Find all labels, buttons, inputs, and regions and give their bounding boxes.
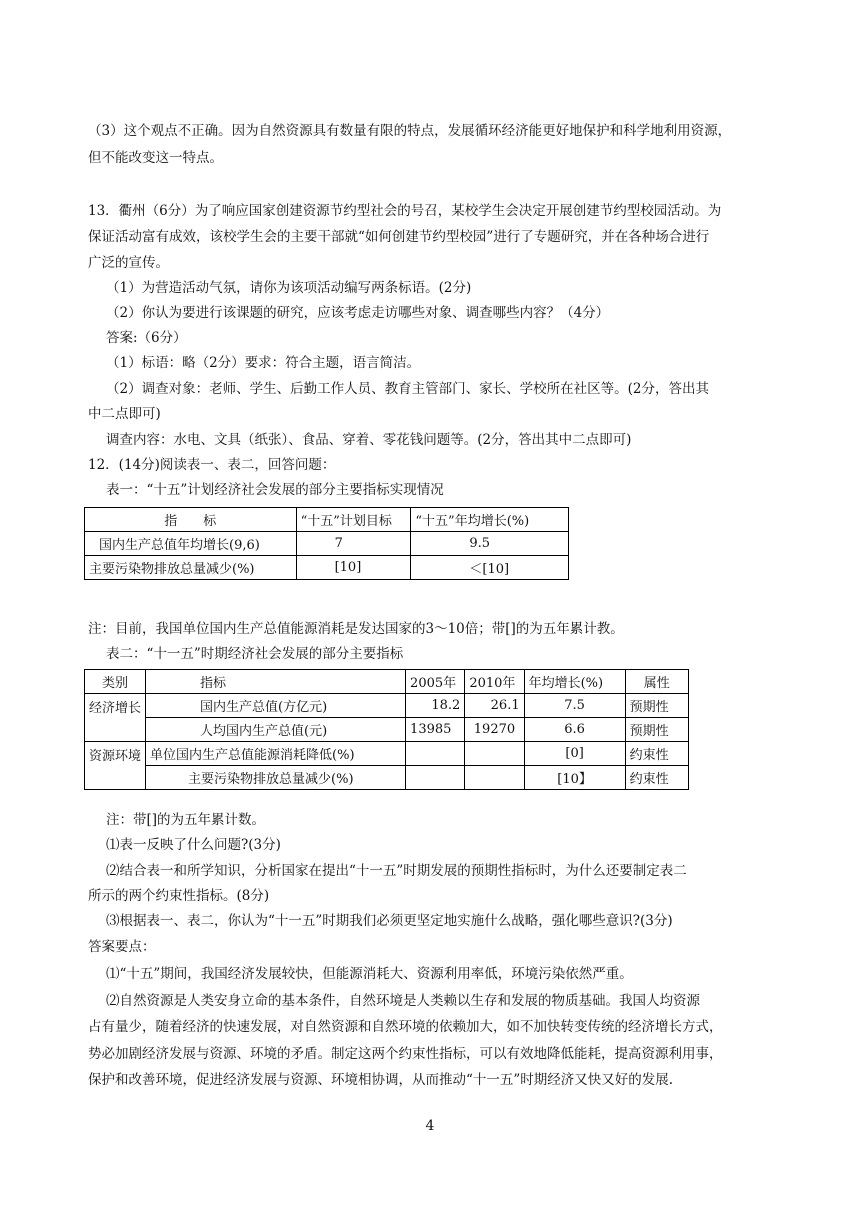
table-header-cell: “十五”年均增长(%) xyxy=(411,508,569,532)
text-line: 调查内容：水电、文具（纸张）、食品、穿着、零花钱问题等。(2分，答出其中二点即可) xyxy=(106,432,632,448)
table-cell xyxy=(406,742,465,766)
table-header-cell: 类别 xyxy=(85,670,146,694)
table-header-cell: 年均增长(%) xyxy=(524,670,625,694)
text-line: 但不能改变这一特点。 xyxy=(88,150,223,166)
table-cell: 26.1 xyxy=(465,694,524,718)
question-heading: 12．(14分)阅读表一、表二，回答问题： xyxy=(88,457,336,473)
table-row xyxy=(85,508,569,532)
table-cell: [10] xyxy=(296,556,411,580)
table-cell: 13985 xyxy=(406,718,465,742)
text-line: ⑵结合表一和所学知识，分析国家在提出“十一五”时期发展的预期性指标时，为什么还要制定表二 xyxy=(106,863,687,879)
question-heading: 13．衢州（6分）为了响应国家创建资源节约型社会的号召，某校学生会决定开展创建节约型校园活动。为 xyxy=(88,203,722,219)
text-line: 保证活动富有成效，该校学生会的主要干部就“如何创建节约型校园”进行了专题研究，并在各种场合进行 xyxy=(88,229,710,245)
table-cell: 资源环境 xyxy=(85,742,146,790)
text-line: 注：目前，我国单位国内生产总值能源消耗是发达国家的3～10倍；带[]的为五年累计教。 xyxy=(88,621,624,637)
table-header-cell: 指标 xyxy=(146,670,406,694)
table-cell: 7 xyxy=(296,532,411,556)
text-line: 广泛的宣传。 xyxy=(88,255,169,271)
table-cell: 单位国内生产总值能源消耗降低(%) xyxy=(146,742,406,766)
table-cell: 预期性 xyxy=(625,694,688,718)
table-cell xyxy=(465,742,524,766)
text-line: （2）调查对象：老师、学生、后勤工作人员、教育主管部门、家长、学校所在社区等。(2分，答出其 xyxy=(106,381,709,397)
page-number: 4 xyxy=(425,1118,435,1134)
table-cell: 国内生产总值(方亿元) xyxy=(146,694,406,718)
table-one xyxy=(84,507,569,580)
table-cell: [0] xyxy=(524,742,625,766)
table-cell: 9.5 xyxy=(411,532,569,556)
table-row xyxy=(85,718,689,742)
table-cell xyxy=(406,766,465,790)
table-header-cell: 2010年 xyxy=(465,670,524,694)
table-cell: 人均国内生产总值(元) xyxy=(146,718,406,742)
table-row xyxy=(85,766,689,790)
table-cell: 预期性 xyxy=(625,718,688,742)
text-line: （3）这个观点不正确。因为自然资源具有数量有限的特点，发展循环经济能更好地保护和科学地利用资源， xyxy=(88,123,732,139)
table-row xyxy=(85,670,689,694)
table-header-cell: 属性 xyxy=(625,670,688,694)
text-line: （2）你认为要进行该课题的研究，应该考虑走访哪些对象、调查哪些内容？（4分） xyxy=(106,305,610,321)
text-line: 答案:（6分） xyxy=(106,330,187,346)
table-cell: 6.6 xyxy=(524,718,625,742)
table-cell: 国内生产总值年均增长(9,6) xyxy=(85,532,297,556)
text-line: 中二点即可) xyxy=(88,406,161,422)
text-line: 保护和改善环境，促进经济发展与资源、环境相协调，从而推动“十一五”时期经济又快又好的发展. xyxy=(88,1072,674,1088)
table-caption: 表二：“十一五”时期经济社会发展的部分主要指标 xyxy=(106,646,404,662)
text-line: ⑴“十五”期间，我国经济发展较快，但能源消耗大、资源利用率低，环境污染依然严重。 xyxy=(106,966,633,982)
table-cell: 经济增长 xyxy=(85,694,146,742)
text-line: 所示的两个约束性指标。(8分) xyxy=(88,888,270,904)
table-cell: [10】 xyxy=(524,766,625,790)
table-cell: 19270 xyxy=(465,718,524,742)
text-line: 势必加剧经济发展与资源、环境的矛盾。制定这两个约束性指标，可以有效地降低能耗，提高资源利用事， xyxy=(88,1046,723,1062)
table-header-cell: “十五”计划目标 xyxy=(296,508,411,532)
text-line: ⑴表一反映了什么问题?(3分) xyxy=(106,837,281,853)
table-cell xyxy=(465,766,524,790)
text-line: （1）为营造活动气氛，请你为该项活动编写两条标语。(2分) xyxy=(106,280,472,296)
table-cell: 约束性 xyxy=(625,766,688,790)
text-line: 答案要点： xyxy=(88,939,156,955)
table-row xyxy=(85,694,689,718)
table-caption: 表一：“十五”计划经济社会发展的部分主要指标实现情况 xyxy=(106,482,444,498)
text-line: 注：带[]的为五年累计数。 xyxy=(106,812,266,828)
table-cell: 约束性 xyxy=(625,742,688,766)
table-header-cell: 指 标 xyxy=(85,508,297,532)
table-header-cell: 2005年 xyxy=(406,670,465,694)
table-row xyxy=(85,532,569,556)
table-row xyxy=(85,556,569,580)
text-line: ⑶根据表一、表二，你认为“十一五”时期我们必须更坚定地实施什么战略，强化哪些意识?(3分) xyxy=(106,913,673,929)
table-two xyxy=(84,669,689,790)
table-cell: ＜[10] xyxy=(411,556,569,580)
table-cell: 主要污染物排放总量减少(%) xyxy=(146,766,406,790)
table-row xyxy=(85,742,689,766)
table-cell: 主要污染物排放总量减少(%) xyxy=(85,556,297,580)
table-cell: 7.5 xyxy=(524,694,625,718)
table-cell: 18.2 xyxy=(406,694,465,718)
text-line: （1）标语：略（2分）要求：符合主题，语言简洁。 xyxy=(106,355,421,371)
text-line: 占有量少，随着经济的快速发展，对自然资源和自然环境的依赖加大，如不加快转变传统的经济增长方式， xyxy=(88,1019,723,1035)
text-line: ⑵自然资源是人类安身立命的基本条件，自然环境是人类赖以生存和发展的物质基础。我国人均资源 xyxy=(106,993,700,1009)
